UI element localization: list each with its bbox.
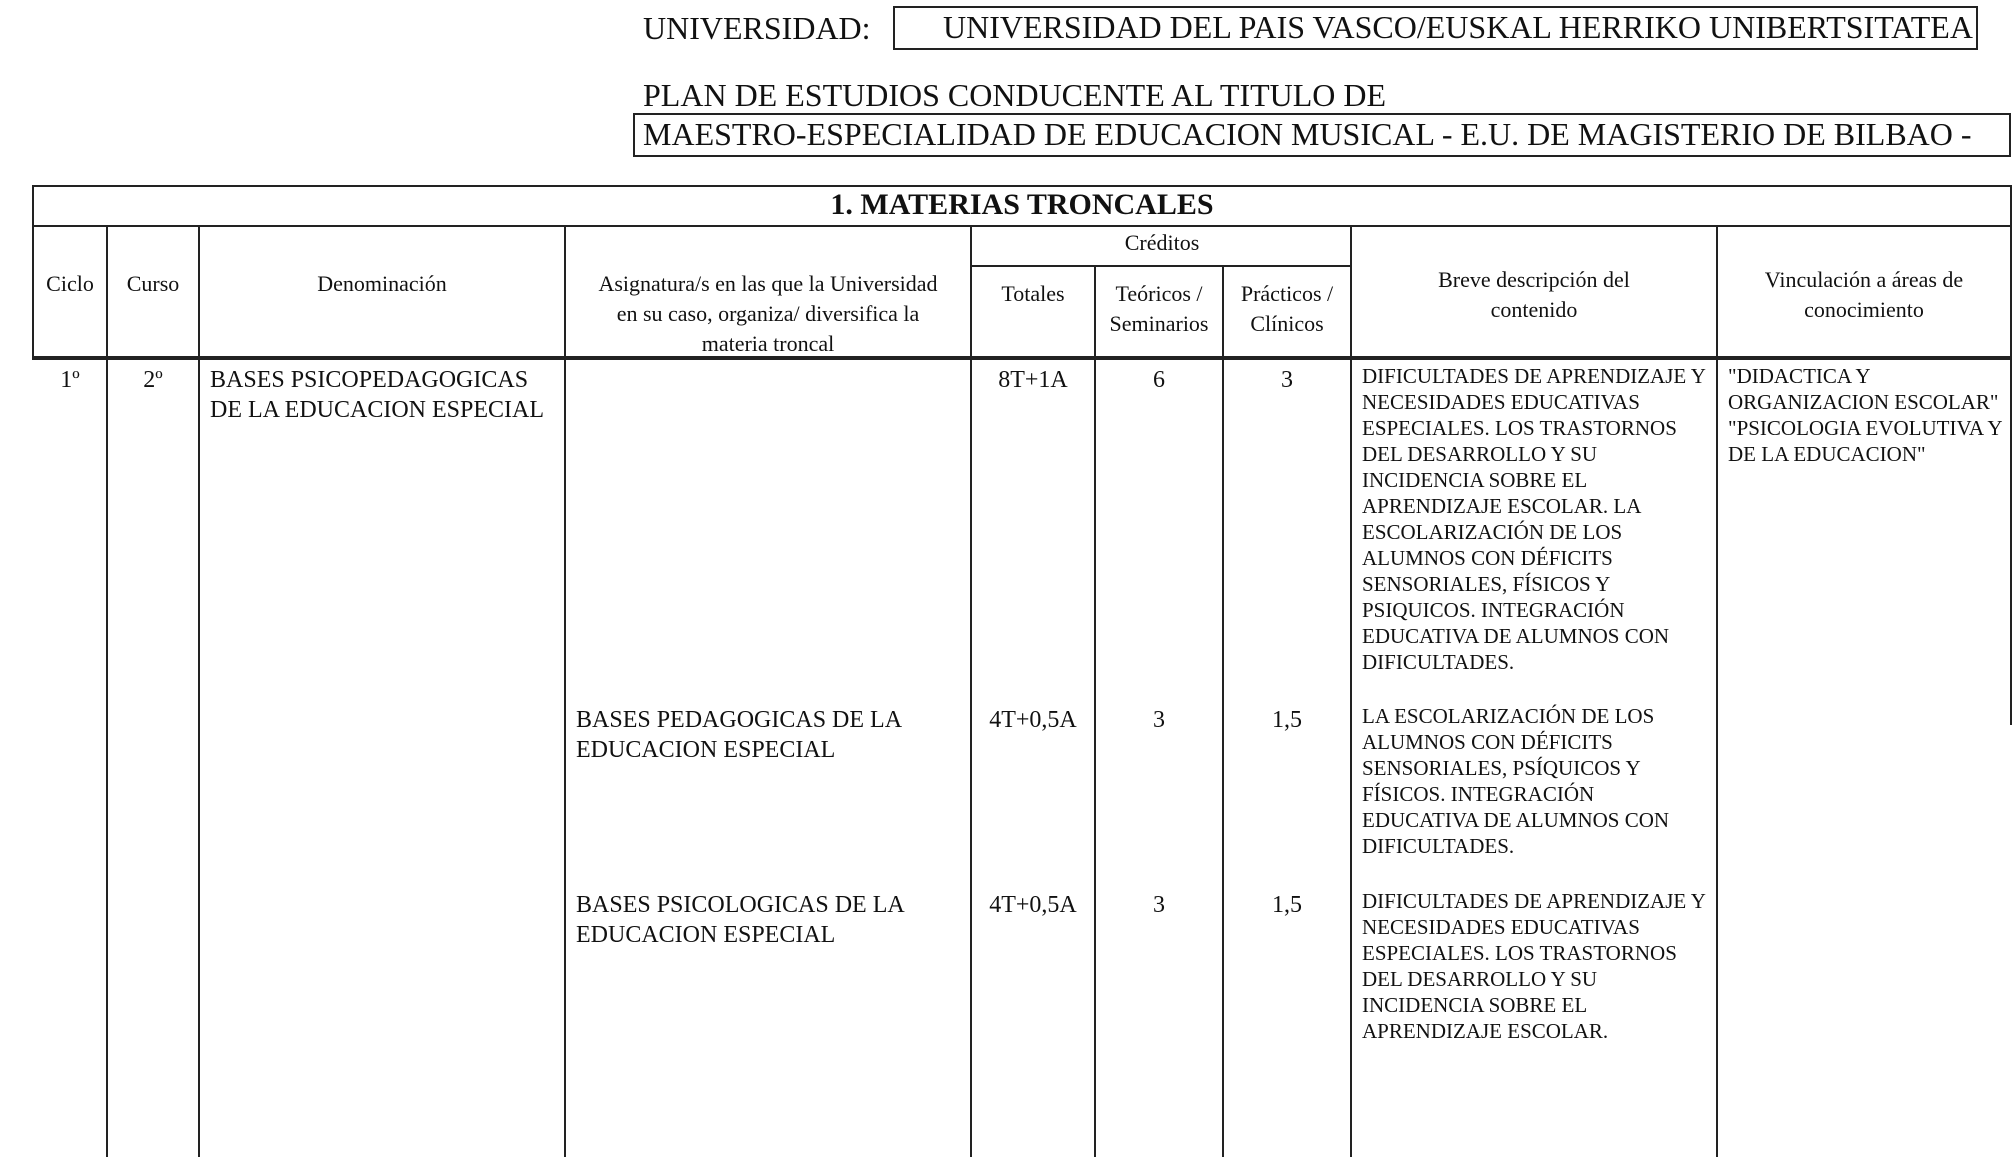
row3-asignatura-line1: BASES PSICOLOGICAS DE LA bbox=[576, 892, 905, 918]
row1-desc-line: ESPECIALES. LOS TRASTORNOS bbox=[1362, 416, 1677, 440]
row1-vinculacion bbox=[1728, 363, 2010, 467]
row1-denominacion-line1: BASES PSICOPEDAGOGICAS bbox=[210, 367, 529, 393]
row1-denominacion bbox=[210, 365, 560, 425]
row1-vinc-line: ORGANIZACION ESCOLAR" bbox=[1728, 390, 1999, 414]
row3-practicos: 1,5 bbox=[1272, 892, 1302, 918]
row1-desc-line: DIFICULTADES DE APRENDIZAJE Y bbox=[1362, 364, 1706, 388]
header-teoricos-line1: Teóricos / bbox=[1115, 281, 1203, 306]
row3-desc-line: APRENDIZAJE ESCOLAR. bbox=[1362, 1019, 1609, 1043]
header-practicos-line1: Prácticos / bbox=[1240, 281, 1334, 306]
row1-desc-line: DIFICULTADES. bbox=[1362, 650, 1515, 674]
materias-troncales-table bbox=[32, 185, 2012, 1157]
title-row-divider bbox=[32, 225, 2012, 227]
row1-curso: 2º bbox=[143, 367, 163, 393]
row3-totales: 4T+0,5A bbox=[989, 892, 1077, 918]
row1-descripcion bbox=[1362, 363, 1716, 675]
degree-title: MAESTRO-ESPECIALIDAD DE EDUCACION MUSICAL - E.U. DE MAGISTERIO DE BILBAO - bbox=[643, 116, 1972, 152]
row1-desc-line: ESCOLARIZACIÓN DE LOS bbox=[1362, 520, 1623, 544]
header-denominacion: Denominación bbox=[317, 271, 447, 296]
row3-desc-line: ESPECIALES. LOS TRASTORNOS bbox=[1362, 941, 1677, 965]
row1-desc-line: NECESIDADES EDUCATIVAS bbox=[1362, 390, 1640, 414]
row3-teoricos: 3 bbox=[1153, 892, 1165, 918]
header-descripcion-line2: contenido bbox=[1490, 297, 1578, 322]
row1-ciclo: 1º bbox=[60, 367, 80, 393]
university-name-box bbox=[893, 6, 1978, 50]
row2-asignatura-line2: EDUCACION ESPECIAL bbox=[576, 737, 836, 763]
row2-totales: 4T+0,5A bbox=[989, 707, 1077, 733]
row1-desc-line: APRENDIZAJE ESCOLAR. LA bbox=[1362, 494, 1642, 518]
row2-desc-line: SENSORIALES, PSÍQUICOS Y bbox=[1362, 756, 1641, 780]
row1-totales: 8T+1A bbox=[998, 367, 1068, 393]
row2-descripcion bbox=[1362, 703, 1716, 859]
header-descripcion bbox=[1352, 265, 1716, 325]
header-asignatura bbox=[566, 269, 970, 359]
header-descripcion-line1: Breve descripción del bbox=[1438, 267, 1630, 292]
row3-asignatura-line2: EDUCACION ESPECIAL bbox=[576, 922, 836, 948]
row3-desc-line: DIFICULTADES DE APRENDIZAJE Y bbox=[1362, 889, 1706, 913]
row3-desc-line: NECESIDADES EDUCATIVAS bbox=[1362, 915, 1640, 939]
header-creditos: Créditos bbox=[1124, 230, 1200, 255]
row1-vinc-line: DE LA EDUCACION" bbox=[1728, 442, 1926, 466]
header-vinculacion-line1: Vinculación a áreas de bbox=[1764, 267, 1964, 292]
header-asignatura-line1: Asignatura/s en las que la Universidad bbox=[598, 271, 938, 296]
row1-desc-line: INCIDENCIA SOBRE EL bbox=[1362, 468, 1588, 492]
university-name: UNIVERSIDAD DEL PAIS VASCO/EUSKAL HERRIKO UNIBERTSITATEA bbox=[943, 9, 1973, 45]
row1-teoricos: 6 bbox=[1153, 367, 1165, 393]
row2-practicos: 1,5 bbox=[1272, 707, 1302, 733]
row2-asignatura bbox=[576, 705, 966, 765]
row2-desc-line: ALUMNOS CON DÉFICITS bbox=[1362, 730, 1613, 754]
row1-desc-line: DEL DESARROLLO Y SU bbox=[1362, 442, 1598, 466]
row3-desc-line: DEL DESARROLLO Y SU bbox=[1362, 967, 1598, 991]
header-curso: Curso bbox=[126, 271, 180, 296]
university-label: UNIVERSIDAD: bbox=[643, 10, 871, 46]
table-border-top bbox=[32, 185, 2012, 187]
row2-desc-line: FÍSICOS. INTEGRACIÓN bbox=[1362, 782, 1595, 806]
header-teoricos-line2: Seminarios bbox=[1109, 311, 1209, 336]
plan-label: PLAN DE ESTUDIOS CONDUCENTE AL TITULO DE bbox=[643, 77, 1387, 113]
row3-descripcion bbox=[1362, 888, 1716, 1044]
col-line-right bbox=[2010, 225, 2012, 725]
row1-vinc-line: "PSICOLOGIA EVOLUTIVA Y bbox=[1728, 416, 2003, 440]
header-asignatura-line3: materia troncal bbox=[701, 331, 835, 356]
header-practicos bbox=[1224, 279, 1350, 339]
row2-desc-line: DIFICULTADES. bbox=[1362, 834, 1515, 858]
row1-denominacion-line2: DE LA EDUCACION ESPECIAL bbox=[210, 397, 544, 423]
creditos-divider bbox=[972, 265, 1352, 267]
col-line-curso bbox=[198, 225, 200, 1157]
header-teoricos bbox=[1096, 279, 1222, 339]
degree-title-box bbox=[633, 113, 2011, 157]
header-vinculacion bbox=[1718, 265, 2010, 325]
col-line-descripcion bbox=[1716, 225, 1718, 1157]
header-practicos-line2: Clínicos bbox=[1250, 311, 1324, 336]
row3-desc-line: INCIDENCIA SOBRE EL bbox=[1362, 993, 1588, 1017]
row1-desc-line: EDUCATIVA DE ALUMNOS CON bbox=[1362, 624, 1670, 648]
header-vinculacion-line2: conocimiento bbox=[1804, 297, 1924, 322]
row1-desc-line: PSIQUICOS. INTEGRACIÓN bbox=[1362, 598, 1625, 622]
col-line-denominacion bbox=[564, 225, 566, 1157]
header-totales: Totales bbox=[1001, 281, 1065, 306]
header-ciclo: Ciclo bbox=[46, 271, 94, 296]
table-title: 1. MATERIAS TRONCALES bbox=[830, 188, 1214, 221]
row1-vinc-line: "DIDACTICA Y bbox=[1728, 364, 1871, 388]
row1-desc-line: SENSORIALES, FÍSICOS Y bbox=[1362, 572, 1611, 596]
header-row-divider bbox=[32, 356, 2012, 360]
row3-asignatura bbox=[576, 890, 966, 950]
row1-desc-line: ALUMNOS CON DÉFICITS bbox=[1362, 546, 1613, 570]
row2-asignatura-line1: BASES PEDAGOGICAS DE LA bbox=[576, 707, 903, 733]
row2-desc-line: LA ESCOLARIZACIÓN DE LOS bbox=[1362, 704, 1655, 728]
row2-teoricos: 3 bbox=[1153, 707, 1165, 733]
header-asignatura-line2: en su caso, organiza/ diversifica la bbox=[616, 301, 920, 326]
row2-desc-line: EDUCATIVA DE ALUMNOS CON bbox=[1362, 808, 1670, 832]
row1-practicos: 3 bbox=[1281, 367, 1293, 393]
col-line-practicos bbox=[1350, 225, 1352, 1157]
